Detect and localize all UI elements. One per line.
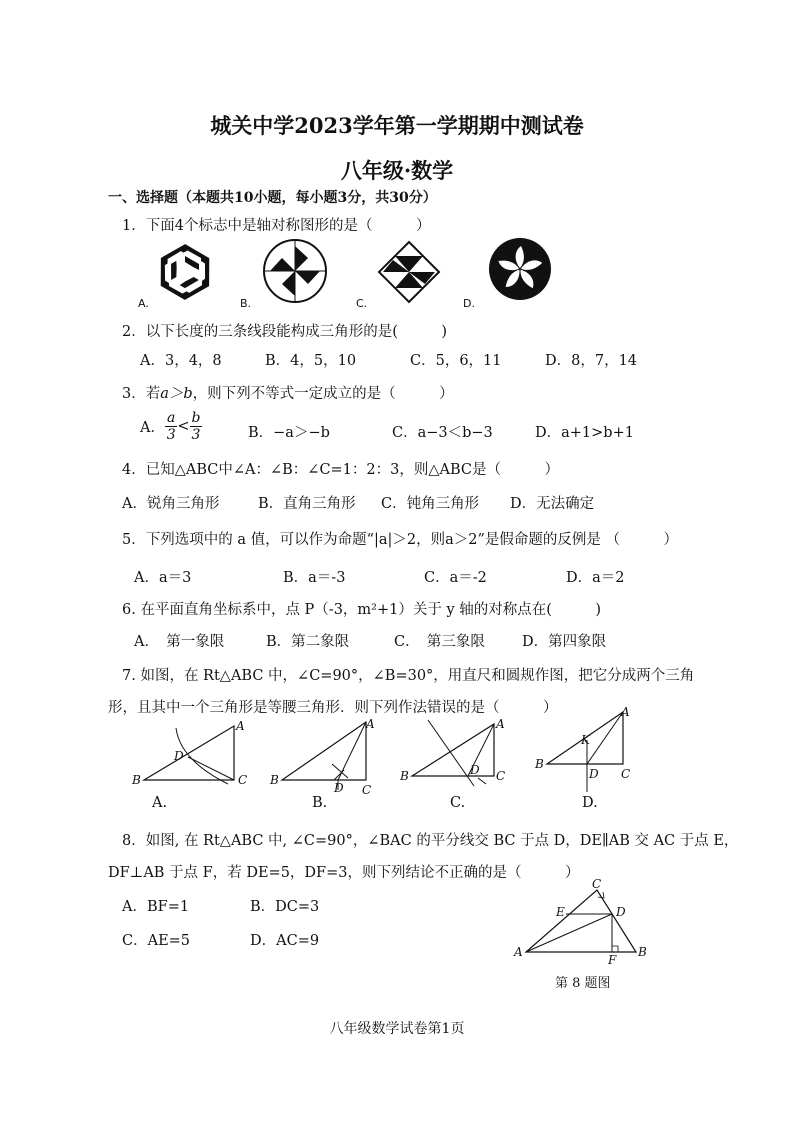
q8-option-b: B．DC=3 bbox=[250, 899, 320, 915]
svg-text:E: E bbox=[556, 905, 565, 919]
section-heading: 一、选择题（本题共10小题，每小题3分，共30分） bbox=[108, 190, 437, 206]
q3-option-a bbox=[140, 410, 202, 443]
question-8-stem-line2: DF⊥AB 于点 F，若 DE=5，DF=3，则下列结论不正确的是（ ） bbox=[108, 865, 580, 881]
q5-option-a: A．a＝3 bbox=[134, 570, 192, 586]
q5-option-b: B．a＝-3 bbox=[283, 570, 346, 586]
svg-text:B: B bbox=[132, 773, 141, 787]
q3-option-a-sign: < bbox=[177, 418, 190, 435]
page-footer: 八年级数学试卷第1页 bbox=[329, 1021, 465, 1037]
svg-text:A: A bbox=[236, 719, 245, 733]
q8-option-a: A．BF=1 bbox=[122, 899, 190, 915]
q5-option-d: D．a＝2 bbox=[566, 570, 625, 586]
hexagonal-swirl-logo-icon bbox=[155, 242, 215, 302]
q3-option-b: B．−a＞−b bbox=[248, 425, 330, 441]
q3-frac-left-num: a bbox=[166, 410, 176, 426]
svg-text:C: C bbox=[621, 767, 631, 781]
q7-label-b: B. bbox=[312, 795, 328, 811]
svg-text:A: A bbox=[621, 705, 630, 719]
question-2-stem: 2．以下长度的三条线段能构成三角形的是( ) bbox=[122, 324, 448, 340]
question-3-stem bbox=[122, 382, 454, 403]
exam-subtitle: 八年级·数学 bbox=[340, 158, 454, 183]
question-6-stem: 6. 在平面直角坐标系中，点 P（-3，m²+1）关于 y 轴的对称点在( ) bbox=[122, 602, 602, 618]
q2-option-b: B．4，5，10 bbox=[265, 353, 357, 369]
q3-option-a-label: A． bbox=[140, 420, 165, 436]
q3-option-d: D．a+1>b+1 bbox=[535, 425, 634, 441]
q3-stem-suffix: ，则下列不等式一定成立的是（ ） bbox=[192, 386, 454, 402]
svg-text:D: D bbox=[589, 767, 599, 781]
q3-frac-right-num: b bbox=[191, 410, 201, 426]
q6-option-a: A． 第一象限 bbox=[134, 634, 225, 650]
pinwheel-circle-logo-icon bbox=[262, 238, 328, 304]
q8-option-c: C．AE=5 bbox=[122, 933, 191, 949]
diamond-bowtie-logo-icon bbox=[377, 240, 441, 304]
q8-triangle-figure bbox=[512, 877, 662, 967]
question-7-stem-line1: 7. 如图，在 Rt△ABC 中，∠C=90°，∠B=30°，用直尺和圆规作图，把它分成两个三角 bbox=[122, 668, 695, 684]
svg-text:A: A bbox=[514, 945, 523, 959]
q7-figure-d bbox=[535, 706, 645, 802]
q1-label-a: A. bbox=[138, 297, 149, 310]
bauhinia-flower-logo-icon bbox=[488, 237, 552, 301]
q2-option-a: A．3，4，8 bbox=[140, 353, 222, 369]
q6-option-c: C． 第三象限 bbox=[394, 634, 485, 650]
q3-fraction-left bbox=[165, 410, 177, 443]
q4-option-b: B．直角三角形 bbox=[258, 496, 356, 512]
question-8-stem-line1: 8．如图, 在 Rt△ABC 中, ∠C=90°，∠BAC 的平分线交 BC 于点 D，DE∥AB 交 AC 于点 E， bbox=[122, 833, 739, 849]
svg-text:D: D bbox=[174, 749, 184, 763]
q2-option-d: D．8，7，14 bbox=[545, 353, 638, 369]
svg-text:C: C bbox=[592, 877, 602, 891]
q5-option-c: C．a＝-2 bbox=[424, 570, 487, 586]
svg-text:A: A bbox=[366, 717, 375, 731]
svg-text:B: B bbox=[270, 773, 279, 787]
q1-label-b: B. bbox=[240, 297, 252, 310]
exam-title: 城关中学2023学年第一学期期中测试卷 bbox=[210, 113, 584, 138]
svg-text:D: D bbox=[470, 763, 480, 777]
svg-text:C: C bbox=[496, 769, 506, 783]
q3-condition: a＞b bbox=[160, 386, 193, 402]
q6-option-d: D．第四象限 bbox=[522, 634, 607, 650]
q7-figure-b bbox=[268, 718, 388, 798]
q2-option-c: C．5，6，11 bbox=[410, 353, 502, 369]
svg-text:D: D bbox=[616, 905, 626, 919]
q7-figure-a bbox=[128, 720, 258, 790]
svg-text:B: B bbox=[400, 769, 409, 783]
q8-figure-caption: 第 8 题图 bbox=[555, 976, 611, 991]
q3-stem-prefix: 3．若 bbox=[122, 386, 161, 402]
svg-text:C: C bbox=[362, 783, 372, 797]
q4-option-c: C．钝角三角形 bbox=[381, 496, 480, 512]
question-7-stem-line2: 形，且其中一个三角形是等腰三角形．则下列作法错误的是（ ） bbox=[108, 700, 558, 716]
q4-option-a: A．锐角三角形 bbox=[122, 496, 220, 512]
svg-text:A: A bbox=[496, 717, 505, 731]
question-4-stem: 4．已知△ABC中∠A：∠B：∠C=1：2：3，则△ABC是（ ） bbox=[122, 462, 560, 478]
q7-label-c: C. bbox=[450, 795, 466, 811]
svg-text:B: B bbox=[535, 757, 544, 771]
q3-fraction-right bbox=[190, 410, 203, 443]
q7-figure-c bbox=[398, 716, 518, 796]
svg-text:D: D bbox=[334, 781, 344, 795]
svg-text:C: C bbox=[238, 773, 248, 787]
q1-label-c: C. bbox=[356, 297, 368, 310]
q3-frac-right-den: 3 bbox=[191, 427, 201, 443]
q7-label-d: D. bbox=[582, 795, 598, 811]
question-1-stem: 1．下面4个标志中是轴对称图形的是（ ） bbox=[122, 218, 431, 234]
q8-option-d: D．AC=9 bbox=[250, 933, 320, 949]
q1-label-d: D. bbox=[463, 297, 475, 310]
q6-option-b: B．第二象限 bbox=[266, 634, 350, 650]
q3-frac-left-den: 3 bbox=[166, 427, 176, 443]
q3-option-c: C．a−3＜b−3 bbox=[392, 425, 493, 441]
svg-text:B: B bbox=[638, 945, 647, 959]
q4-option-d: D．无法确定 bbox=[510, 496, 595, 512]
question-5-stem: 5．下列选项中的 a 值，可以作为命题“|a|＞2，则a＞2”是假命题的反例是 （ ） bbox=[122, 532, 679, 548]
q7-label-a: A. bbox=[152, 795, 168, 811]
svg-text:K: K bbox=[581, 733, 590, 747]
svg-text:F: F bbox=[608, 953, 617, 967]
